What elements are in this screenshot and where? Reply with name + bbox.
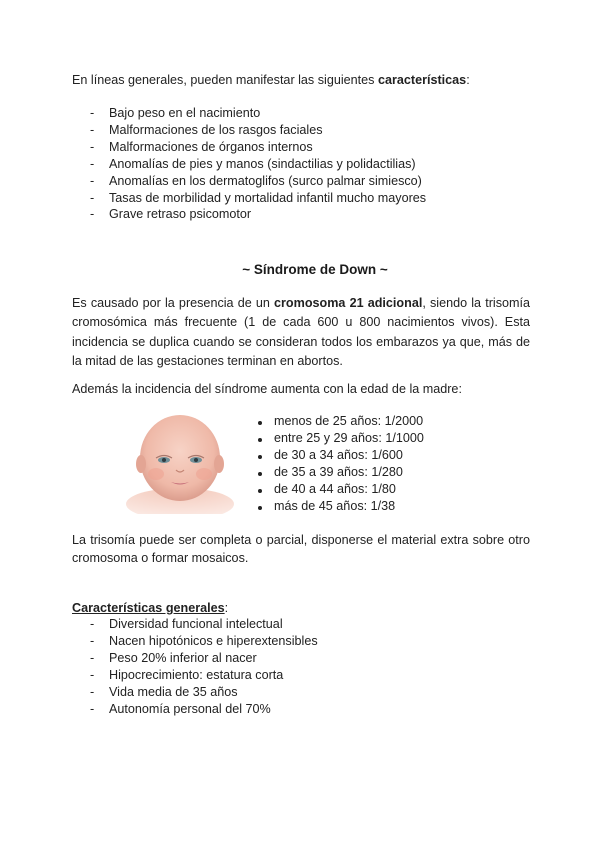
list-item: - Hipocrecimiento: estatura corta	[90, 667, 530, 684]
list-item: - Bajo peso en el nacimiento	[90, 105, 530, 122]
characteristics-heading-suffix: :	[224, 601, 229, 615]
list-item: - Grave retraso psicomotor	[90, 206, 530, 223]
list-item: - Autonomía personal del 70%	[90, 701, 530, 718]
list-item: entre 25 y 29 años: 1/1000	[256, 430, 516, 447]
section-title: ~ Síndrome de Down ~	[242, 262, 388, 277]
characteristics-heading-bold: Características generales	[72, 601, 225, 615]
list-item: más de 45 años: 1/38	[256, 498, 516, 515]
list-item: menos de 25 años: 1/2000	[256, 413, 516, 430]
list-item: - Malformaciones de órganos internos	[90, 139, 530, 156]
cause-text-start: Es causado por la presencia de un	[72, 296, 275, 310]
general-features-list	[90, 105, 530, 223]
trisomy-paragraph: La trisomía puede ser completa o parcial, disponerse el material extra sobre otro cromosoma o formar mosaicos.	[72, 533, 530, 565]
intro-text-start: En líneas generales, pueden manifestar las siguientes	[72, 73, 378, 87]
cause-paragraph	[72, 294, 530, 371]
list-item: de 30 a 34 años: 1/600	[256, 447, 516, 464]
cause-text-end: , siendo la trisomía cromosómica más frecuente (1 de cada 600 u 800 nacimientos vivos). Esta incidencia se duplica cuando se consideran todos los embarazos ya que, más de la mitad de las gestaciones terminan en abortos.	[72, 296, 530, 368]
list-item: - Peso 20% inferior al nacer	[90, 650, 530, 667]
baby-face-illustration	[124, 412, 236, 514]
intro-text-end: :	[466, 73, 470, 87]
intro-text	[72, 72, 532, 89]
list-item: - Diversidad funcional intelectual	[90, 616, 530, 633]
list-item: - Anomalías en los dermatoglifos (surco palmar simiesco)	[90, 173, 530, 190]
list-item: de 35 a 39 años: 1/280	[256, 464, 516, 481]
age-paragraph: Además la incidencia del síndrome aumenta con la edad de la madre:	[72, 382, 462, 396]
incidence-by-age-list	[256, 413, 516, 516]
list-item: - Nacen hipotónicos e hiperextensibles	[90, 633, 530, 650]
characteristics-list	[90, 616, 530, 717]
list-item: de 40 a 44 años: 1/80	[256, 481, 516, 498]
intro-text-bold: características	[377, 73, 467, 87]
list-item: - Vida media de 35 años	[90, 684, 530, 701]
cause-text-bold: cromosoma 21 adicional	[274, 296, 423, 310]
list-item: - Malformaciones de los rasgos faciales	[90, 122, 530, 139]
characteristics-heading	[72, 600, 228, 617]
list-item: - Tasas de morbilidad y mortalidad infantil mucho mayores	[90, 190, 530, 207]
list-item: - Anomalías de pies y manos (sindactilias y polidactilias)	[90, 156, 530, 173]
